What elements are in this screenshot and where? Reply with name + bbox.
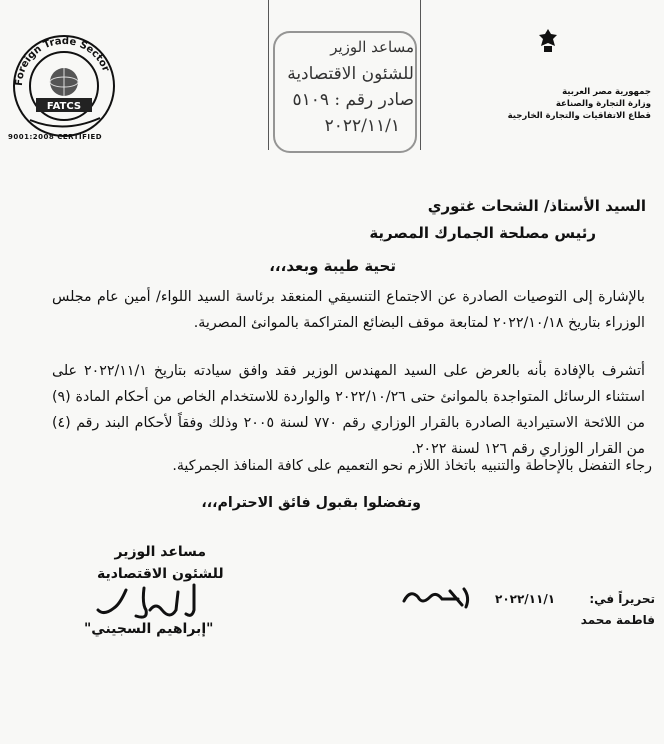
signatory-title-line2: للشئون الاقتصادية — [97, 566, 224, 582]
greeting: تحية طيبة وبعد،،، — [269, 257, 396, 275]
letterhead-sector: قطاع الاتفاقيات والتجارة الخارجية — [507, 111, 651, 121]
paragraph-reference: بالإشارة إلى التوصيات الصادرة عن الاجتماع التنسيقي المنعقد برئاسة السيد اللواء/ أمين عام مجلس الوزراء بتاريخ ٢٠٢٢/١٠/١٨ لمتابعة موقف البضائع المتراكمة بالموانئ المصرية. — [52, 289, 645, 332]
signatory-title-line1: مساعد الوزير — [114, 544, 207, 560]
stamp-title-line: مساعد الوزير — [330, 38, 414, 56]
drafted-by: فاطمة محمد — [580, 613, 655, 627]
seal-ring-text: Foreign Trade Sector — [13, 35, 112, 87]
closing-request: رجاء التفضل بالإحاطة والتنبيه باتخاذ اللازم نحو التعميم على كافة المنافذ الجمركية. — [172, 458, 652, 474]
drafting-date: ٢٠٢٢/١١/١ — [495, 592, 556, 606]
seal-emblem-text: FATCS — [46, 101, 82, 112]
stamp-department-line: للشئون الاقتصادية — [287, 64, 414, 84]
header-divider-right — [420, 0, 421, 150]
signatory-title — [97, 541, 224, 585]
paragraph-decision: أتشرف بالإفادة بأنه بالعرض على السيد المهندس الوزير فقد وافق سيادته بتاريخ ٢٠٢٢/١١/١ على استثناء الرسائل المتواجدة بالموانئ حتى ٢٠٢٢/١٠/٢٦ والواردة للاستخدام الخاص من أحكام المادة (٩) من اللائحة الاستيرادية الصادرة بالقرار الوزاري رقم ٧٧٠ لسنة ٢٠٠٥ وذلك وفقاً لأحكام البند رقم (٤) من القرار الوزاري رقم ١٢٦ لسنة ٢٠٢٢. — [52, 363, 646, 458]
stamp-date: ٢٠٢٢/١١/١ — [324, 116, 400, 136]
drafting-info — [495, 590, 655, 630]
eagle-emblem-icon — [533, 26, 563, 56]
addressee-name: السيد الأستاذ/ الشحات غتوري — [427, 197, 646, 215]
closing-respect: وتفضلوا بقبول فائق الاحترام،،، — [201, 495, 421, 511]
certification-label: 9001:2008 CERTIFIED — [8, 133, 103, 141]
initials-signature — [400, 583, 478, 613]
assistant-minister-stamp — [272, 30, 418, 154]
stamp-outgoing-number: صادر رقم : ٥١٠٩ — [292, 90, 414, 110]
date-label: تحريراً في: — [589, 592, 655, 606]
letterhead-ministry: وزارة التجارة والصناعة — [555, 99, 651, 109]
signatory-name: "إبراهيم السجيني" — [84, 621, 214, 637]
addressee-title: رئيس مصلحة الجمارك المصرية — [369, 224, 596, 242]
foreign-trade-sector-seal — [8, 30, 120, 142]
letterhead-country: جمهورية مصر العربية — [562, 87, 651, 97]
handwritten-signature — [90, 580, 210, 626]
header-divider-left — [268, 0, 269, 150]
